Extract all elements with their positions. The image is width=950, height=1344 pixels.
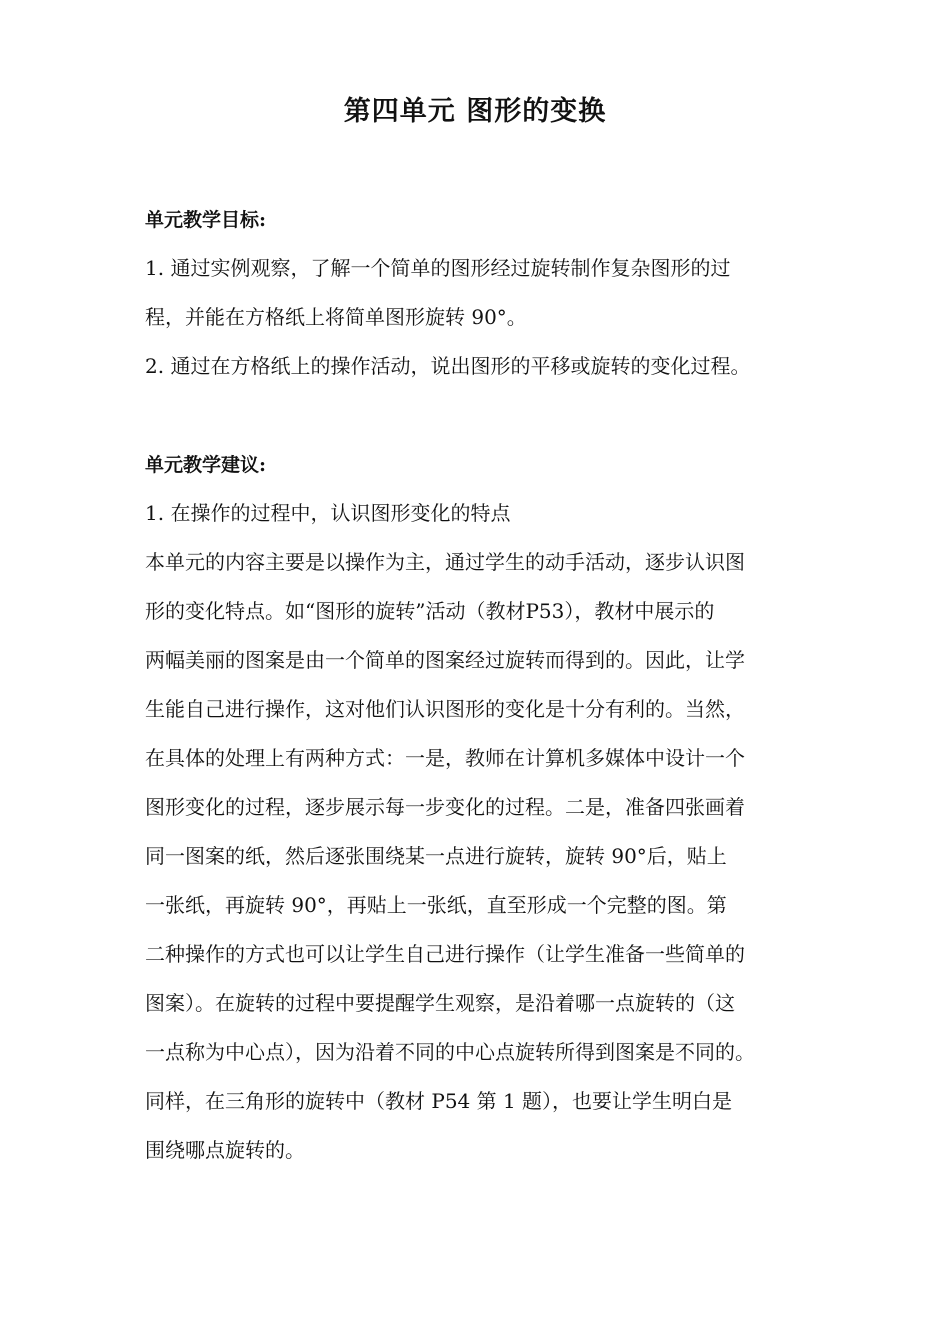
section-heading-suggestions: 单元教学建议: — [145, 454, 267, 476]
paragraph-line: 二种操作的方式也可以让学生自己进行操作（让学生准备一些简单的 — [145, 942, 745, 966]
paragraph-line: 形的变化特点。如“图形的旋转”活动（教材P53），教材中展示的 — [145, 599, 715, 623]
paragraph-line: 围绕哪点旋转的。 — [145, 1138, 305, 1162]
section-spacer — [145, 391, 825, 441]
document-body — [145, 196, 825, 1175]
paragraph-line: 一张纸，再旋转 90°，再贴上一张纸，直至形成一个完整的图。第 — [145, 893, 727, 917]
goal-line: 程，并能在方格纸上将简单图形旋转 90°。 — [145, 305, 527, 329]
paragraph-line: 图案）。在旋转的过程中要提醒学生观察，是沿着哪一点旋转的（这 — [145, 991, 735, 1015]
paragraph-line: 一点称为中心点），因为沿着不同的中心点旋转所得到图案是不同的。 — [145, 1040, 755, 1064]
paragraph-line: 同一图案的纸，然后逐张围绕某一点进行旋转，旋转 90°后，贴上 — [145, 844, 727, 868]
page-title: 第四单元 图形的变换 — [343, 96, 607, 127]
paragraph-line: 本单元的内容主要是以操作为主，通过学生的动手活动，逐步认识图 — [145, 550, 745, 574]
goal-line: 2. 通过在方格纸上的操作活动，说出图形的平移或旋转的变化过程。 — [145, 354, 751, 378]
section-heading-goals: 单元教学目标: — [145, 209, 267, 231]
suggestion-line: 1. 在操作的过程中，认识图形变化的特点 — [145, 501, 511, 525]
paragraph-line: 图形变化的过程，逐步展示每一步变化的过程。二是，准备四张画着 — [145, 795, 745, 819]
paragraph-line: 两幅美丽的图案是由一个简单的图案经过旋转而得到的。因此，让学 — [145, 648, 745, 672]
paragraph-line: 同样，在三角形的旋转中（教材 P54 第 1 题），也要让学生明白是 — [145, 1089, 733, 1113]
paragraph-line: 在具体的处理上有两种方式：一是，教师在计算机多媒体中设计一个 — [145, 746, 745, 770]
goal-line: 1. 通过实例观察，了解一个简单的图形经过旋转制作复杂图形的过 — [145, 256, 731, 280]
paragraph-line: 生能自己进行操作，这对他们认识图形的变化是十分有利的。当然， — [145, 697, 745, 721]
